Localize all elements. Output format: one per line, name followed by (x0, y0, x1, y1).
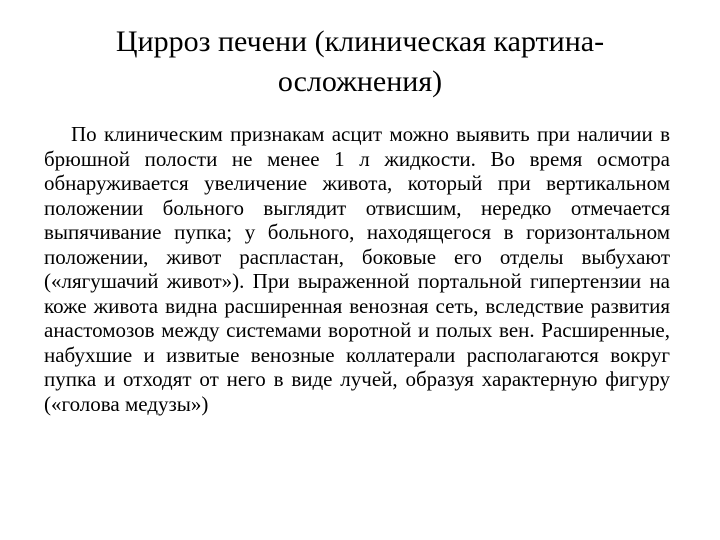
slide-title-line-2: осложнения) (277, 65, 443, 98)
slide-title-line-1: Цирроз печени (клиническая картина- (115, 25, 605, 58)
slide-body-text: По клиническим признакам асцит можно выявить при наличии в брюшной полости не менее 1 л жидкости. Во время осмотра обнаруживается увеличение живота, который при вертикальном положении больного выглядит отвисшим, нередко отмечается выпячивание пупка; у больного, находящегося в горизонтальном положении, живот распластан, боковые его отделы выбухают («лягушачий живот»). При выраженной портальной гипертензии на коже живота видна расширенная венозная сеть, вследствие развития анастомозов между системами воротной и полых вен. Расширенные, набухшие и извитые венозные коллатерали располагаются вокруг пупка и отходят от него в виде лучей, образуя характерную фигуру («голова медузы») (44, 122, 670, 416)
slide-title (60, 22, 660, 102)
